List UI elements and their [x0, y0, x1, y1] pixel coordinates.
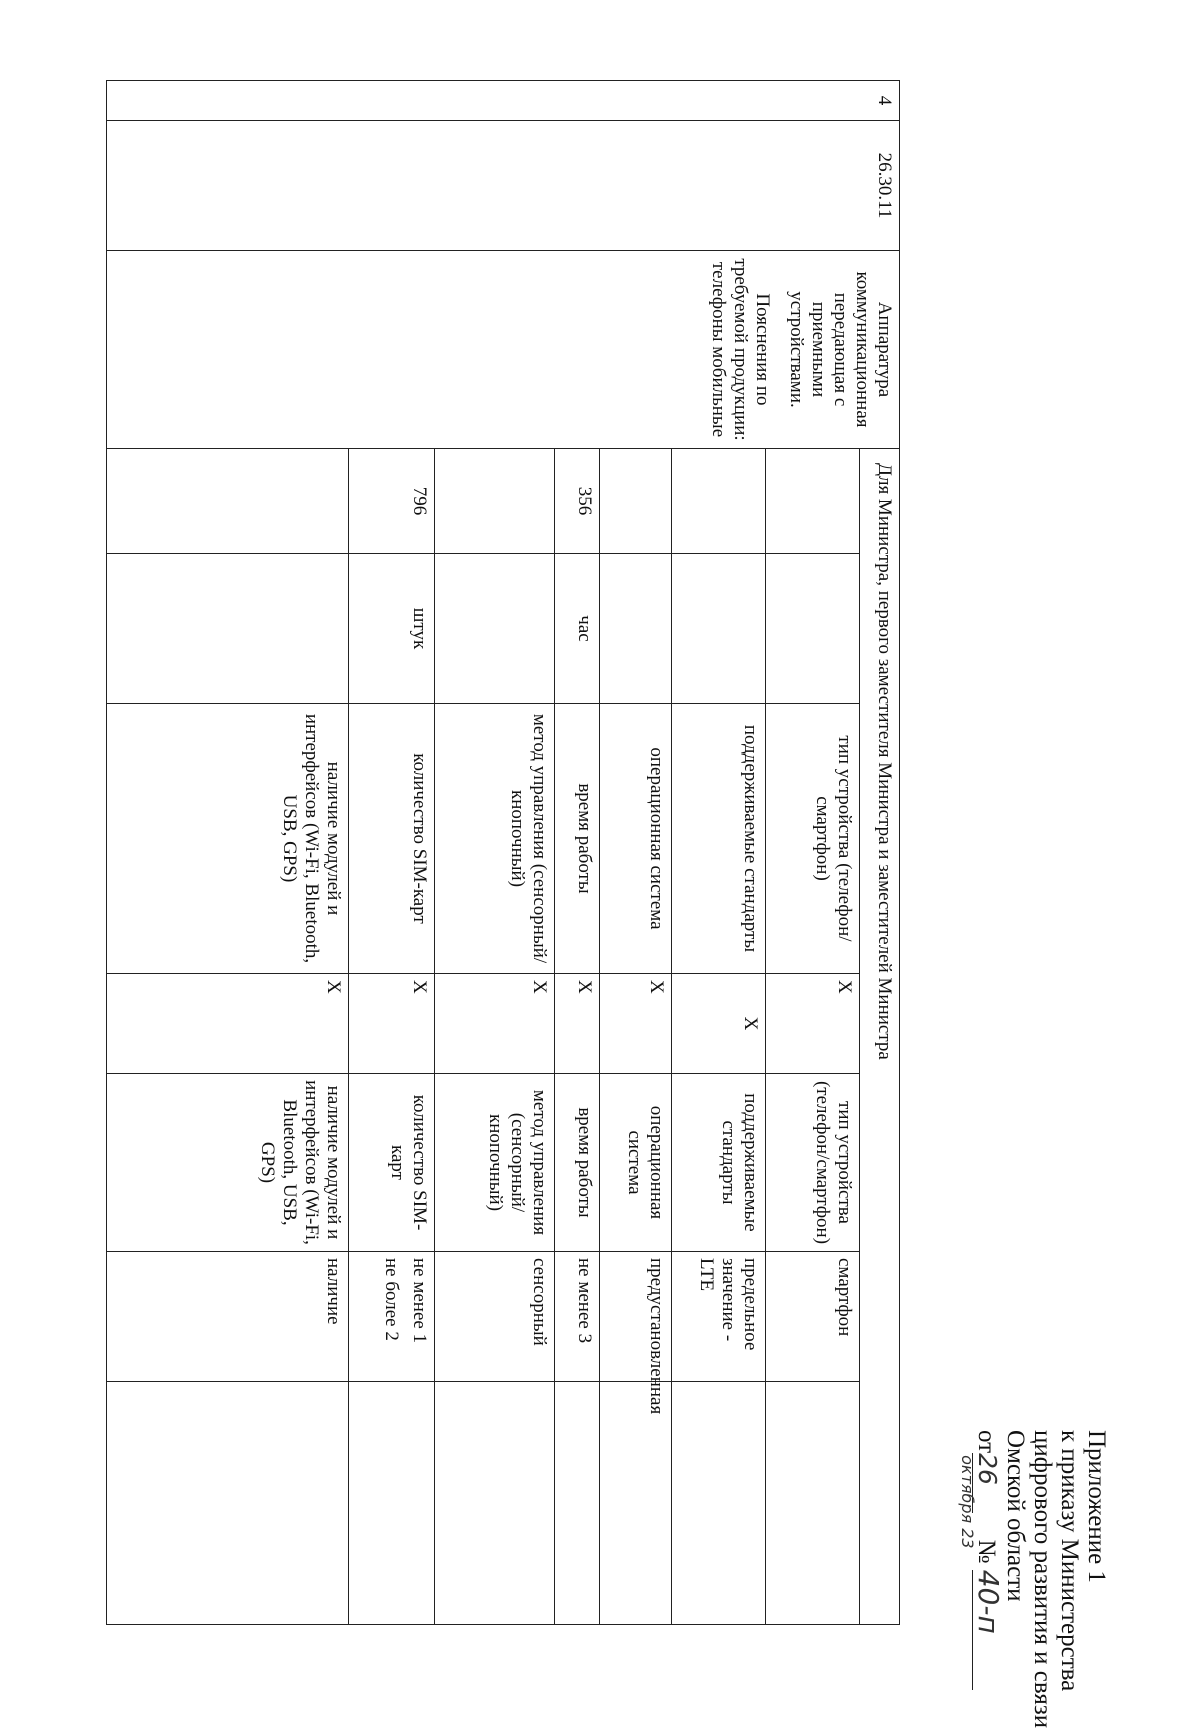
mark-cell: X — [435, 974, 555, 1074]
value-text: предустановленная — [646, 1258, 667, 1415]
value-cell — [349, 1252, 435, 1382]
product-name: Аппаратура коммуникационная передающая с приемными устройствами. — [786, 271, 895, 428]
extra-cell — [555, 1382, 600, 1625]
mark-cell: X — [600, 974, 672, 1074]
value-cell — [107, 1252, 349, 1382]
value-cell — [600, 1252, 672, 1415]
appendix-header — [958, 1430, 1110, 1728]
okei-code-cell — [107, 449, 349, 554]
date-field — [958, 1453, 1002, 1549]
value-cell — [435, 1252, 555, 1382]
date-day-handwritten: 26 — [973, 1453, 1002, 1485]
ministry-characteristic-cell: поддерживаемые стандарты — [672, 1074, 766, 1252]
unit-cell — [672, 554, 766, 704]
value-text: наличие — [323, 1258, 344, 1325]
number-field — [972, 1569, 1005, 1690]
characteristic-name-cell: тип устройства (телефон/смартфон) — [766, 704, 860, 974]
value-text: не менее 3 — [574, 1258, 595, 1344]
date-label: от — [973, 1430, 1000, 1454]
order-date-number-line — [958, 1430, 1005, 1720]
ministry-characteristic-cell: операционная система — [600, 1074, 672, 1252]
value-text: не менее 1 — [409, 1258, 430, 1344]
okei-code-cell — [435, 449, 555, 554]
ministry-characteristic-cell: количество SIM-карт — [349, 1074, 435, 1252]
ministry-characteristic-cell: метод управления (сенсорный/кнопочный) — [435, 1074, 555, 1252]
value-text: смартфон — [834, 1258, 855, 1337]
unit-cell — [435, 554, 555, 704]
characteristic-name-cell: операционная система — [600, 704, 672, 974]
mark-cell: X — [766, 974, 860, 1074]
ministry-characteristic-cell: тип устройства (телефон/смартфон) — [766, 1074, 860, 1252]
value-cell — [672, 1252, 766, 1382]
row-number-cell: 4 — [107, 81, 900, 121]
okei-code-cell — [600, 449, 672, 554]
requirements-table — [106, 80, 900, 1625]
extra-cell — [435, 1382, 555, 1625]
value-text: предельное значение - LTE — [696, 1258, 761, 1351]
mark-cell: X — [349, 974, 435, 1074]
group-header-cell — [860, 449, 900, 1625]
order-number-handwritten: 40-п — [972, 1569, 1005, 1634]
unit-cell: час — [555, 554, 600, 704]
characteristic-name-cell: поддерживаемые стандарты — [672, 704, 766, 974]
mark-cell: X — [555, 974, 600, 1074]
extra-cell — [349, 1382, 435, 1625]
value-cell — [766, 1252, 860, 1382]
characteristic-name-cell: время работы — [555, 704, 600, 974]
value-text-secondary: не более 2 — [381, 1258, 402, 1341]
okei-code-cell — [766, 449, 860, 554]
okei-code-cell: 796 — [349, 449, 435, 554]
group-title: Для Министра, первого заместителя Министра и заместителей Министра — [874, 463, 895, 1060]
okei-code-cell: 356 — [555, 449, 600, 554]
appendix-order-line: к приказу Министерства — [1056, 1430, 1083, 1692]
extra-cell — [600, 1382, 672, 1625]
unit-cell: штук — [349, 554, 435, 704]
characteristic-name-cell: метод управления (сенсорный/кнопочный) — [435, 704, 555, 974]
product-note: Пояснения по требуемой продукции: телефоны мобильные — [708, 258, 773, 441]
number-label: № — [973, 1539, 1000, 1564]
mark-cell: X — [107, 974, 349, 1074]
extra-cell — [107, 1382, 349, 1625]
appendix-title: Приложение 1 — [1083, 1430, 1110, 1583]
okpd-code-cell: 26.30.11 — [107, 121, 900, 251]
appendix-region-line: Омской области — [1002, 1430, 1029, 1602]
value-cell — [555, 1252, 600, 1382]
date-month-handwritten: октября 23 — [958, 1455, 977, 1549]
okei-code-cell — [672, 449, 766, 554]
product-cell — [107, 251, 900, 449]
unit-cell — [107, 554, 349, 704]
characteristic-name-cell: количество SIM-карт — [349, 704, 435, 974]
extra-cell — [766, 1382, 860, 1625]
value-text: сенсорный — [529, 1258, 550, 1346]
unit-cell — [766, 554, 860, 704]
ministry-characteristic-cell: время работы — [555, 1074, 600, 1252]
appendix-ministry-line: цифрового развития и связи — [1029, 1430, 1056, 1728]
mark-cell: X — [672, 974, 766, 1074]
characteristic-name-cell: наличие модулей и интерфейсов (Wi-Fi, Bluetooth, USB, GPS) — [107, 704, 349, 974]
unit-cell — [600, 554, 672, 704]
ministry-characteristic-cell: наличие модулей и интерфейсов (Wi-Fi, Bluetooth, USB, GPS) — [107, 1074, 349, 1252]
extra-cell — [672, 1382, 766, 1625]
